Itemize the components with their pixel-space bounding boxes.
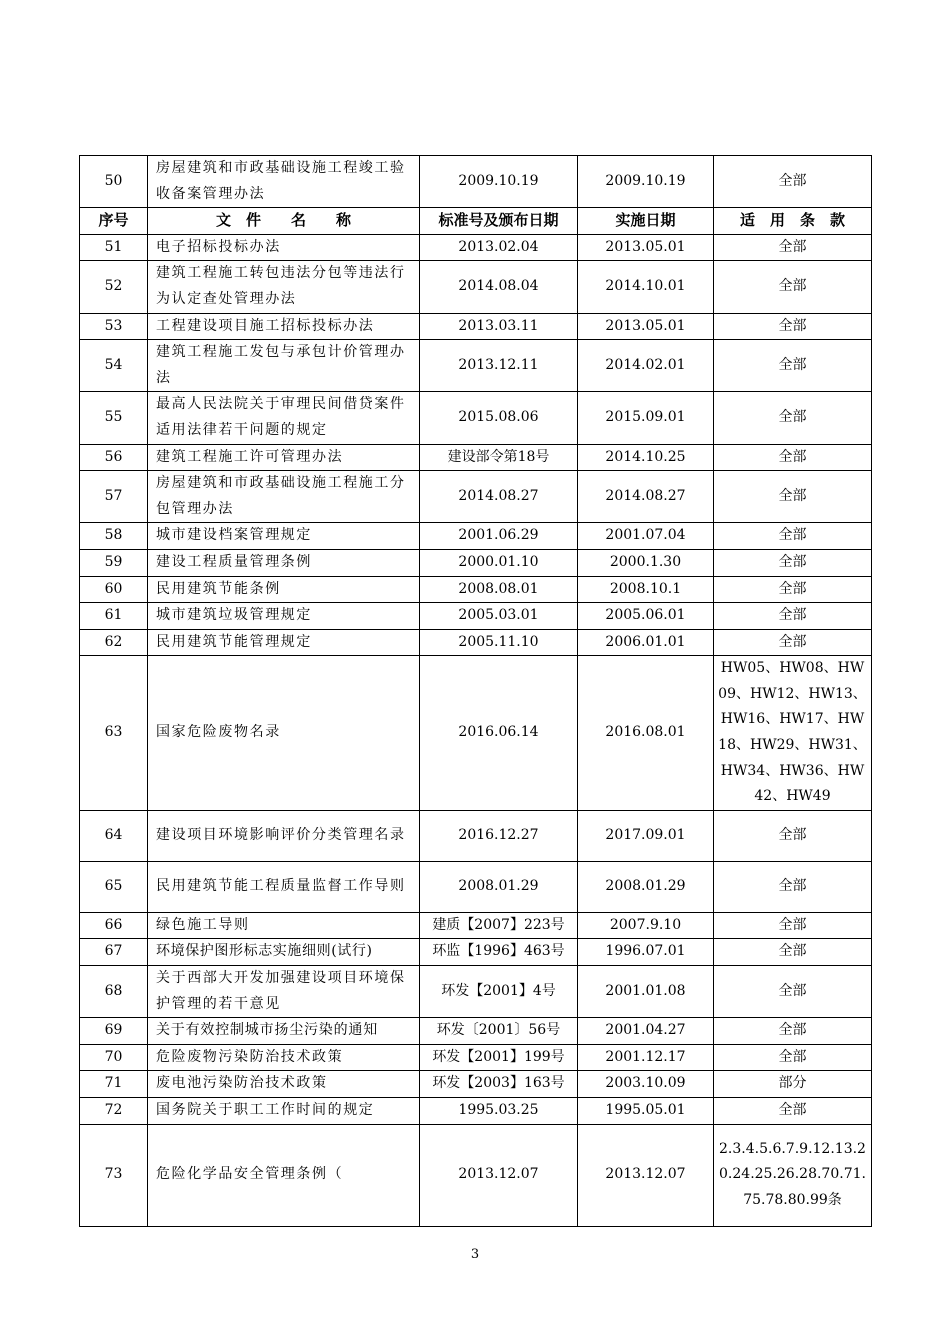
table-row xyxy=(80,234,872,261)
header-name: 文 件 名 称 xyxy=(148,208,420,235)
name-cell: 房屋建筑和市政基础设施工程竣工验收备案管理办法 xyxy=(148,156,420,208)
standard-date-cell: 环发【2001】4号 xyxy=(420,966,578,1018)
effective-date-cell: 2003.10.09 xyxy=(578,1071,714,1098)
standard-date-cell: 2014.08.04 xyxy=(420,261,578,313)
seq-cell: 61 xyxy=(80,603,148,630)
effective-date-cell: 2005.06.01 xyxy=(578,603,714,630)
standard-date-cell: 2013.02.04 xyxy=(420,234,578,261)
seq-cell: 51 xyxy=(80,234,148,261)
standard-date-cell: 2000.01.10 xyxy=(420,549,578,576)
clauses-cell: 全部 xyxy=(714,1098,872,1125)
name-cell: 绿色施工导则 xyxy=(148,912,420,939)
effective-date-cell: 2008.10.1 xyxy=(578,576,714,603)
name-cell: 危险化学品安全管理条例（ xyxy=(148,1124,420,1226)
seq-cell: 65 xyxy=(80,861,148,912)
seq-cell: 54 xyxy=(80,340,148,392)
effective-date-cell: 2001.01.08 xyxy=(578,966,714,1018)
clauses-cell: 全部 xyxy=(714,939,872,966)
table-row xyxy=(80,1044,872,1071)
standard-date-cell: 环监【1996】463号 xyxy=(420,939,578,966)
page-number: 3 xyxy=(470,1247,480,1262)
effective-date-cell: 2001.12.17 xyxy=(578,1044,714,1071)
seq-cell: 70 xyxy=(80,1044,148,1071)
standard-date-cell: 建质【2007】223号 xyxy=(420,912,578,939)
clauses-cell: 全部 xyxy=(714,234,872,261)
name-cell: 关于西部大开发加强建设项目环境保护管理的若干意见 xyxy=(148,966,420,1018)
seq-cell: 63 xyxy=(80,656,148,811)
effective-date-cell: 2016.08.01 xyxy=(578,656,714,811)
seq-cell: 53 xyxy=(80,313,148,340)
header-standard-date: 标准号及颁布日期 xyxy=(420,208,578,235)
clauses-cell: 全部 xyxy=(714,966,872,1018)
table-row xyxy=(80,523,872,550)
effective-date-cell: 2009.10.19 xyxy=(578,156,714,208)
clauses-cell: 全部 xyxy=(714,340,872,392)
clauses-cell: 部分 xyxy=(714,1071,872,1098)
clauses-cell: 全部 xyxy=(714,576,872,603)
seq-cell: 52 xyxy=(80,261,148,313)
seq-cell: 50 xyxy=(80,156,148,208)
effective-date-cell: 1995.05.01 xyxy=(578,1098,714,1125)
standard-date-cell: 2013.12.11 xyxy=(420,340,578,392)
table-row xyxy=(80,471,872,523)
standard-date-cell: 2008.01.29 xyxy=(420,861,578,912)
effective-date-cell: 2014.10.25 xyxy=(578,444,714,471)
effective-date-cell: 2015.09.01 xyxy=(578,392,714,444)
name-cell: 建筑工程施工许可管理办法 xyxy=(148,444,420,471)
table-row xyxy=(80,861,872,912)
clauses-cell: 全部 xyxy=(714,261,872,313)
name-cell: 民用建筑节能工程质量监督工作导则 xyxy=(148,861,420,912)
seq-cell: 71 xyxy=(80,1071,148,1098)
effective-date-cell: 2001.04.27 xyxy=(578,1018,714,1045)
seq-cell: 62 xyxy=(80,629,148,656)
clauses-cell: 全部 xyxy=(714,156,872,208)
table-row xyxy=(80,156,872,208)
header-clauses: 适 用 条 款 xyxy=(714,208,872,235)
standard-date-cell: 环发【2003】163号 xyxy=(420,1071,578,1098)
seq-cell: 67 xyxy=(80,939,148,966)
name-cell: 环境保护图形标志实施细则(试行) xyxy=(148,939,420,966)
seq-cell: 69 xyxy=(80,1018,148,1045)
seq-cell: 56 xyxy=(80,444,148,471)
table-row xyxy=(80,966,872,1018)
clauses-cell: 全部 xyxy=(714,392,872,444)
name-cell: 工程建设项目施工招标投标办法 xyxy=(148,313,420,340)
clauses-cell: 全部 xyxy=(714,810,872,861)
seq-cell: 60 xyxy=(80,576,148,603)
name-cell: 城市建筑垃圾管理规定 xyxy=(148,603,420,630)
name-cell: 危险废物污染防治技术政策 xyxy=(148,1044,420,1071)
name-cell: 国务院关于职工工作时间的规定 xyxy=(148,1098,420,1125)
standard-date-cell: 2009.10.19 xyxy=(420,156,578,208)
table-row xyxy=(80,912,872,939)
clauses-cell: 全部 xyxy=(714,912,872,939)
standard-date-cell: 2001.06.29 xyxy=(420,523,578,550)
table-row xyxy=(80,392,872,444)
table-row xyxy=(80,656,872,811)
standard-date-cell: 1995.03.25 xyxy=(420,1098,578,1125)
seq-cell: 64 xyxy=(80,810,148,861)
clauses-cell: 全部 xyxy=(714,523,872,550)
standard-date-cell: 2005.03.01 xyxy=(420,603,578,630)
standard-date-cell: 环发〔2001〕56号 xyxy=(420,1018,578,1045)
name-cell: 民用建筑节能条例 xyxy=(148,576,420,603)
seq-cell: 57 xyxy=(80,471,148,523)
name-cell: 建筑工程施工转包违法分包等违法行为认定查处管理办法 xyxy=(148,261,420,313)
seq-cell: 73 xyxy=(80,1124,148,1226)
effective-date-cell: 2017.09.01 xyxy=(578,810,714,861)
standard-date-cell: 2016.06.14 xyxy=(420,656,578,811)
table-row xyxy=(80,939,872,966)
name-cell: 民用建筑节能管理规定 xyxy=(148,629,420,656)
table-row xyxy=(80,261,872,313)
effective-date-cell: 2008.01.29 xyxy=(578,861,714,912)
standard-date-cell: 2016.12.27 xyxy=(420,810,578,861)
standard-date-cell: 2013.12.07 xyxy=(420,1124,578,1226)
name-cell: 建设工程质量管理条例 xyxy=(148,549,420,576)
seq-cell: 66 xyxy=(80,912,148,939)
clauses-cell: 全部 xyxy=(714,549,872,576)
table-row xyxy=(80,1124,872,1226)
table-row xyxy=(80,313,872,340)
table-row xyxy=(80,1071,872,1098)
table-row xyxy=(80,1018,872,1045)
standard-date-cell: 2005.11.10 xyxy=(420,629,578,656)
seq-cell: 55 xyxy=(80,392,148,444)
name-cell: 废电池污染防治技术政策 xyxy=(148,1071,420,1098)
clauses-cell: 全部 xyxy=(714,1044,872,1071)
table-row xyxy=(80,603,872,630)
standard-date-cell: 2013.03.11 xyxy=(420,313,578,340)
effective-date-cell: 1996.07.01 xyxy=(578,939,714,966)
effective-date-cell: 2014.08.27 xyxy=(578,471,714,523)
name-cell: 电子招标投标办法 xyxy=(148,234,420,261)
effective-date-cell: 2006.01.01 xyxy=(578,629,714,656)
standard-date-cell: 2008.08.01 xyxy=(420,576,578,603)
clauses-cell: 2.3.4.5.6.7.9.12.13.20.24.25.26.28.70.71.75.78.80.99条 xyxy=(714,1124,872,1226)
header-effective-date: 实施日期 xyxy=(578,208,714,235)
table-header-row xyxy=(80,208,872,235)
header-seq: 序号 xyxy=(80,208,148,235)
table-row xyxy=(80,629,872,656)
table-row xyxy=(80,444,872,471)
seq-cell: 59 xyxy=(80,549,148,576)
seq-cell: 58 xyxy=(80,523,148,550)
clauses-cell: 全部 xyxy=(714,861,872,912)
effective-date-cell: 2000.1.30 xyxy=(578,549,714,576)
standard-date-cell: 2015.08.06 xyxy=(420,392,578,444)
name-cell: 房屋建筑和市政基础设施工程施工分包管理办法 xyxy=(148,471,420,523)
table-row xyxy=(80,576,872,603)
effective-date-cell: 2001.07.04 xyxy=(578,523,714,550)
name-cell: 国家危险废物名录 xyxy=(148,656,420,811)
name-cell: 建设项目环境影响评价分类管理名录 xyxy=(148,810,420,861)
table-row xyxy=(80,340,872,392)
name-cell: 城市建设档案管理规定 xyxy=(148,523,420,550)
effective-date-cell: 2014.10.01 xyxy=(578,261,714,313)
effective-date-cell: 2013.05.01 xyxy=(578,313,714,340)
regulations-table xyxy=(79,155,872,1227)
table-row xyxy=(80,549,872,576)
clauses-cell: 全部 xyxy=(714,1018,872,1045)
effective-date-cell: 2014.02.01 xyxy=(578,340,714,392)
table-row xyxy=(80,810,872,861)
effective-date-cell: 2013.05.01 xyxy=(578,234,714,261)
clauses-cell: 全部 xyxy=(714,629,872,656)
seq-cell: 72 xyxy=(80,1098,148,1125)
effective-date-cell: 2013.12.07 xyxy=(578,1124,714,1226)
name-cell: 最高人民法院关于审理民间借贷案件适用法律若干问题的规定 xyxy=(148,392,420,444)
effective-date-cell: 2007.9.10 xyxy=(578,912,714,939)
standard-date-cell: 环发【2001】199号 xyxy=(420,1044,578,1071)
standard-date-cell: 建设部令第18号 xyxy=(420,444,578,471)
name-cell: 关于有效控制城市扬尘污染的通知 xyxy=(148,1018,420,1045)
clauses-cell: 全部 xyxy=(714,313,872,340)
seq-cell: 68 xyxy=(80,966,148,1018)
table-row xyxy=(80,1098,872,1125)
clauses-cell: 全部 xyxy=(714,444,872,471)
standard-date-cell: 2014.08.27 xyxy=(420,471,578,523)
name-cell: 建筑工程施工发包与承包计价管理办法 xyxy=(148,340,420,392)
clauses-cell: 全部 xyxy=(714,603,872,630)
clauses-cell: HW05、HW08、HW09、HW12、HW13、HW16、HW17、HW18、HW29、HW31、HW34、HW36、HW42、HW49 xyxy=(714,656,872,811)
clauses-cell: 全部 xyxy=(714,471,872,523)
